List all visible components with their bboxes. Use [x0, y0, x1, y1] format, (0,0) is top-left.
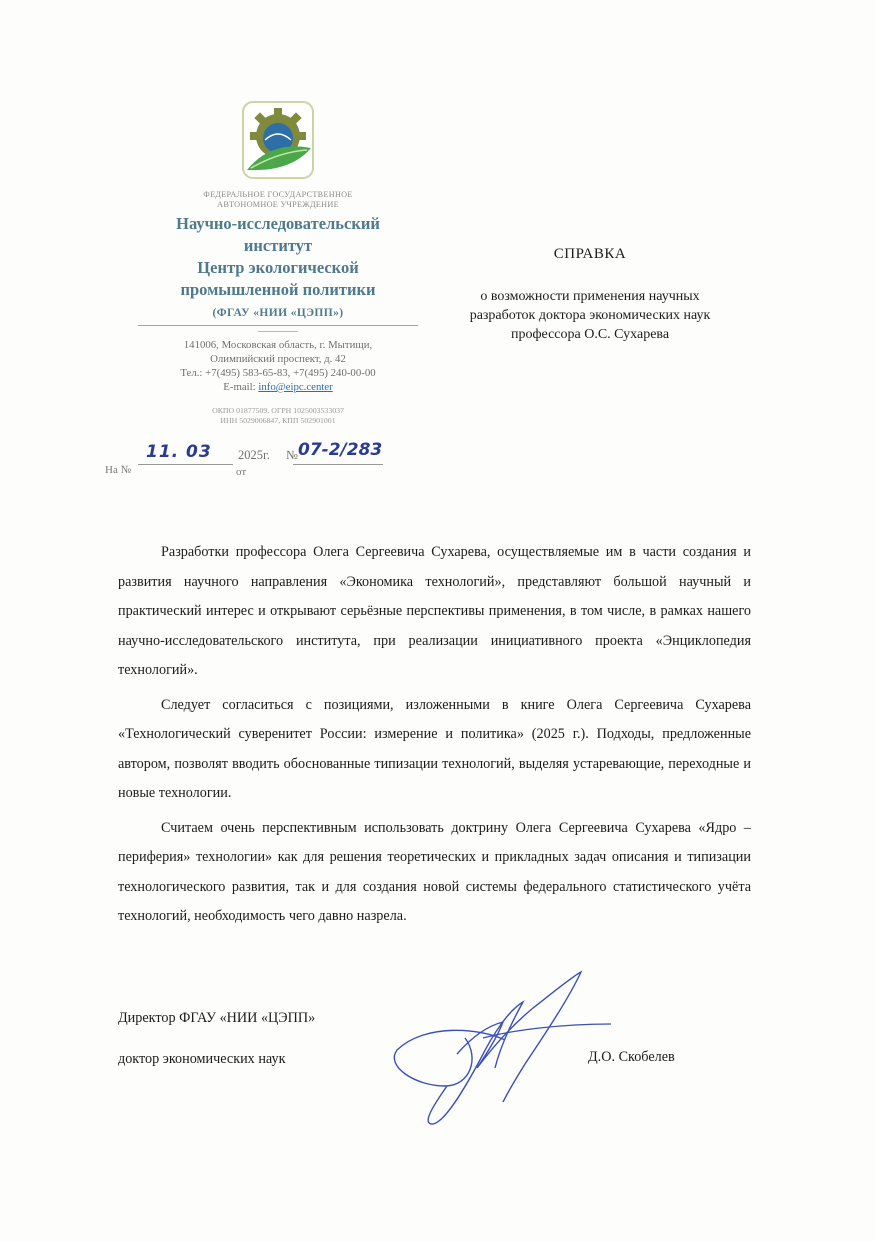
letterhead-tick	[258, 331, 298, 332]
body-paragraph: Следует согласиться с позициями, изложенными в книге Олега Сергеевича Сухарева «Технологический суверенитет России: измерение и политика» (2025 г.). Подходы, предложенные автором, позволят вводить обоснованные типизации технологий, выделяя устаревающие, переходные и новые технологии.	[118, 696, 751, 801]
org-codes: ОКПО 01877509, ОГРН 1025003533037 ИНН 5029006847, КПП 502901001	[212, 406, 344, 425]
institute-logo	[241, 100, 315, 180]
letter-body	[118, 538, 751, 937]
ot-label: от	[236, 466, 247, 478]
reg-number: 07-2/283	[298, 440, 383, 460]
signatory-degree: доктор экономических наук	[118, 1051, 286, 1067]
reg-number-underline	[293, 464, 383, 465]
registration-line	[105, 440, 398, 480]
body-paragraph: Считаем очень перспективным использовать доктрину Олега Сергеевича Сухарева «Ядро – периферия» технологии» как для решения теоретических и прикладных задач описания и типизации технологического развития, так и для создания новой системы федерального статистического учёта технологий, необходимость чего давно назрела.	[118, 819, 751, 924]
document-subtitle: о возможности применения научных разработок доктора экономических наук профессора О.С. Сухарева	[469, 289, 711, 342]
handwritten-signature	[385, 968, 615, 1128]
org-short-name: (ФГАУ «НИИ «ЦЭПП»)	[212, 307, 344, 319]
body-paragraph: Разработки профессора Олега Сергеевича Сухарева, осуществляемые им в части создания и развития научного направления «Экономика технологий», представляют большой научный и практический интерес и открывают серьёзные перспективы применения, в том числе, в рамках нашего научно-исследовательского института, при реализации инициативного проекта «Энциклопедия технологий».	[118, 544, 751, 678]
document-heading	[430, 246, 750, 344]
reg-date-underline	[138, 464, 233, 465]
letterhead	[138, 100, 418, 426]
na-label: На №	[105, 464, 132, 476]
org-address: 141006, Московская область, г. Мытищи, Олимпийский проспект, д. 42 Тел.: +7(495) 583-65-83, +7(495) 240-00-00 E-mail: info@eipc.center	[180, 339, 376, 393]
letterhead-divider	[138, 325, 418, 326]
org-type: ФЕДЕРАЛЬНОЕ ГОСУДАРСТВЕННОЕ АВТОНОМНОЕ УЧРЕЖДЕНИЕ	[203, 190, 353, 209]
org-name: Научно-исследовательский институт Центр экологической промышленной политики	[176, 214, 380, 299]
signatory-name: Д.О. Скобелев	[588, 1049, 675, 1065]
reg-number-label: №	[286, 448, 298, 462]
document-title: СПРАВКА	[553, 246, 627, 262]
email-label: E-mail:	[223, 381, 259, 393]
email-link[interactable]: info@eipc.center	[258, 381, 333, 393]
signatory-position: Директор ФГАУ «НИИ «ЦЭПП»	[118, 1010, 316, 1026]
reg-year: 2025г.	[238, 448, 270, 462]
reg-date: 11. 03	[146, 442, 212, 462]
signatory-title	[118, 1008, 315, 1069]
